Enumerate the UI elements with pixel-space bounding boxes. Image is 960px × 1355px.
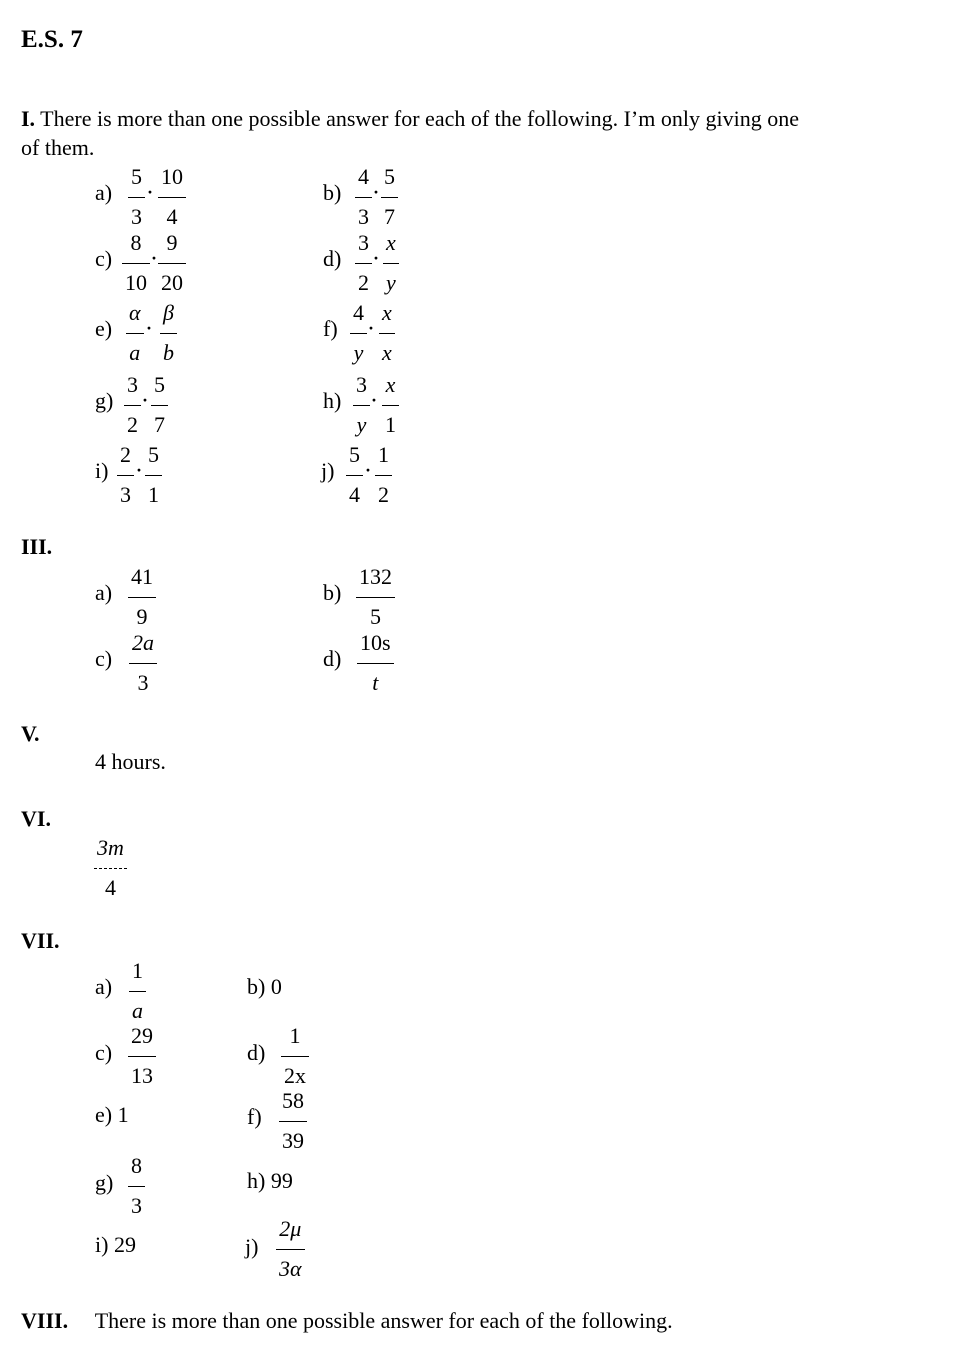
i-a-f1-den: 3	[131, 204, 142, 229]
vii-d-num: 1	[289, 1023, 301, 1048]
times-dot: ·	[147, 182, 154, 202]
i-h-fraction-2	[382, 371, 399, 439]
iii-b-fraction	[356, 563, 395, 631]
section-v-heading: V.	[21, 721, 40, 746]
i-b-fraction-1	[355, 163, 372, 231]
vii-d-den: 2x	[284, 1063, 306, 1088]
times-dot: ·	[373, 182, 380, 202]
vii-h-answer	[247, 1168, 293, 1194]
i-c-fraction-2	[158, 229, 186, 297]
vii-g-num: 8	[131, 1153, 142, 1178]
section-i-heading: I.	[21, 106, 36, 131]
i-h-f1-den: y	[356, 412, 367, 437]
i-i-fraction-2	[145, 441, 162, 509]
section-iii-heading: III.	[21, 534, 53, 559]
i-f-fraction-2	[379, 299, 395, 367]
vii-c-num: 29	[131, 1023, 153, 1048]
i-c-f2-den: 20	[161, 270, 183, 295]
i-b-fraction-2	[381, 163, 398, 231]
i-i-f1-num: 2	[120, 442, 131, 467]
i-b-f1-den: 3	[358, 204, 369, 229]
i-h-f1-num: 3	[356, 372, 367, 397]
i-a-fraction-2	[158, 163, 186, 231]
vii-a-label: a)	[95, 974, 113, 999]
vii-a-num: 1	[132, 958, 143, 983]
vi-fraction	[94, 834, 127, 902]
i-h-f2-den: 1	[385, 412, 396, 437]
i-e-f2-num: β	[163, 300, 174, 325]
i-i-fraction-1	[117, 441, 134, 509]
vii-h-label: h)	[247, 1168, 266, 1193]
vii-a-fraction	[129, 957, 146, 1025]
i-d-fraction-2	[383, 229, 399, 297]
vii-c-den: 13	[131, 1063, 153, 1088]
i-b-label: b)	[323, 180, 342, 205]
i-a-fraction-1	[128, 163, 145, 231]
i-g-fraction-1	[124, 371, 141, 439]
vi-num: 3m	[97, 835, 124, 860]
i-g-f1-num: 3	[127, 372, 138, 397]
vii-b-answer	[247, 974, 282, 1000]
iii-a-label: a)	[95, 580, 113, 605]
i-j-f1-den: 4	[349, 482, 360, 507]
section-v-answer: 4 hours.	[95, 749, 166, 774]
i-d-fraction-1	[355, 229, 372, 297]
i-a-label: a)	[95, 180, 113, 205]
vii-f-den: 39	[282, 1128, 304, 1153]
i-i-f2-num: 5	[148, 442, 159, 467]
i-c-label: c)	[95, 246, 113, 271]
section-viii-text: There is more than one possible answer for each of the following.	[94, 1308, 673, 1333]
iii-a-fraction	[128, 563, 156, 631]
vii-j-label: j)	[245, 1234, 259, 1259]
iii-a-num: 41	[131, 564, 153, 589]
iii-a-den: 9	[136, 604, 148, 629]
i-e-f1-den: a	[129, 340, 141, 365]
section-vi-heading: VI.	[21, 806, 51, 831]
i-f-f2-den: x	[382, 340, 392, 365]
iii-c-num: 2a	[132, 630, 154, 655]
vii-b-value: 0	[270, 974, 282, 999]
vii-f-label: f)	[247, 1104, 262, 1129]
i-j-fraction-2	[375, 441, 392, 509]
i-e-f1-num: α	[129, 300, 141, 325]
i-b-f2-num: 5	[384, 164, 395, 189]
vii-a-den: a	[132, 998, 143, 1023]
section-i-intro	[21, 104, 799, 162]
vii-h-value: 99	[270, 1168, 293, 1193]
i-f-fraction-1	[350, 299, 367, 367]
i-j-fraction-1	[346, 441, 363, 509]
i-h-f2-num: x	[385, 372, 396, 397]
times-dot: ·	[365, 460, 372, 480]
vii-e-answer	[95, 1102, 129, 1128]
i-c-f1-num: 8	[130, 230, 142, 255]
vii-j-fraction	[276, 1215, 305, 1283]
i-g-f1-den: 2	[127, 412, 138, 437]
times-dot: ·	[151, 248, 158, 268]
i-c-f2-num: 9	[166, 230, 178, 255]
i-j-f2-den: 2	[378, 482, 389, 507]
section-viii	[21, 1306, 673, 1335]
vii-g-fraction	[128, 1152, 145, 1220]
times-dot: ·	[368, 318, 375, 338]
i-f-f1-den: y	[353, 340, 364, 365]
times-dot: ·	[142, 390, 149, 410]
times-dot: ·	[371, 390, 378, 410]
i-i-f2-den: 1	[148, 482, 159, 507]
section-i-text-line1: There is more than one possible answer for each of the following. I’m only giving one	[40, 106, 799, 131]
iii-c-label: c)	[95, 646, 113, 671]
i-f-f2-num: x	[382, 300, 392, 325]
i-f-label: f)	[323, 316, 338, 341]
section-i-text-line2: of them.	[21, 135, 95, 160]
iii-d-fraction	[357, 629, 394, 697]
vii-e-label: e)	[95, 1102, 113, 1127]
iii-d-den: t	[372, 670, 379, 695]
iii-d-num: 10s	[360, 630, 391, 655]
vii-i-answer	[95, 1232, 136, 1258]
iii-b-num: 132	[359, 564, 392, 589]
vii-d-fraction	[281, 1022, 309, 1090]
i-j-f1-num: 5	[349, 442, 360, 467]
vii-g-den: 3	[131, 1193, 142, 1218]
i-g-f2-num: 5	[154, 372, 165, 397]
vii-f-fraction	[279, 1087, 307, 1155]
i-d-label: d)	[323, 246, 342, 271]
times-dot: ·	[146, 318, 153, 338]
i-c-fraction-1	[122, 229, 150, 297]
vii-f-num: 58	[282, 1088, 304, 1113]
vii-j-den: 3α	[279, 1256, 302, 1281]
vii-g-label: g)	[95, 1170, 114, 1195]
vii-d-label: d)	[247, 1040, 266, 1065]
vii-c-label: c)	[95, 1040, 113, 1065]
iii-b-label: b)	[323, 580, 342, 605]
iii-c-den: 3	[137, 670, 149, 695]
i-d-f1-den: 2	[358, 270, 369, 295]
vii-i-label: i)	[95, 1232, 109, 1257]
i-j-f2-num: 1	[378, 442, 389, 467]
vii-j-num: 2μ	[279, 1216, 302, 1241]
iii-c-fraction	[129, 629, 157, 697]
i-i-f1-den: 3	[120, 482, 131, 507]
times-dot: ·	[136, 460, 143, 480]
times-dot: ·	[373, 248, 380, 268]
i-i-label: i)	[95, 458, 109, 483]
i-e-label: e)	[95, 316, 113, 341]
i-a-f2-num: 10	[161, 164, 183, 189]
i-a-f2-den: 4	[166, 204, 178, 229]
page-title: E.S. 7	[21, 26, 83, 53]
i-g-fraction-2	[151, 371, 168, 439]
i-b-f2-den: 7	[384, 204, 395, 229]
section-viii-heading: VIII.	[21, 1308, 69, 1333]
i-j-label: j)	[321, 458, 335, 483]
vii-c-fraction	[128, 1022, 156, 1090]
iii-d-label: d)	[323, 646, 342, 671]
vii-b-label: b)	[247, 974, 266, 999]
i-d-f1-num: 3	[358, 230, 369, 255]
section-vii-heading: VII.	[21, 928, 60, 953]
i-b-f1-num: 4	[358, 164, 369, 189]
i-d-f2-den: y	[386, 270, 396, 295]
iii-b-den: 5	[370, 604, 381, 629]
i-e-fraction-1	[126, 299, 144, 367]
vii-e-value: 1	[117, 1102, 129, 1127]
i-f-f1-num: 4	[353, 300, 364, 325]
i-c-f1-den: 10	[125, 270, 147, 295]
vi-den: 4	[104, 875, 116, 900]
i-a-f1-num: 5	[131, 164, 142, 189]
i-h-fraction-1	[353, 371, 370, 439]
i-h-label: h)	[323, 388, 342, 413]
i-g-label: g)	[95, 388, 114, 413]
i-d-f2-num: x	[386, 230, 396, 255]
i-e-f2-den: b	[163, 340, 174, 365]
vii-i-value: 29	[113, 1232, 136, 1257]
i-e-fraction-2	[160, 299, 177, 367]
i-g-f2-den: 7	[154, 412, 165, 437]
